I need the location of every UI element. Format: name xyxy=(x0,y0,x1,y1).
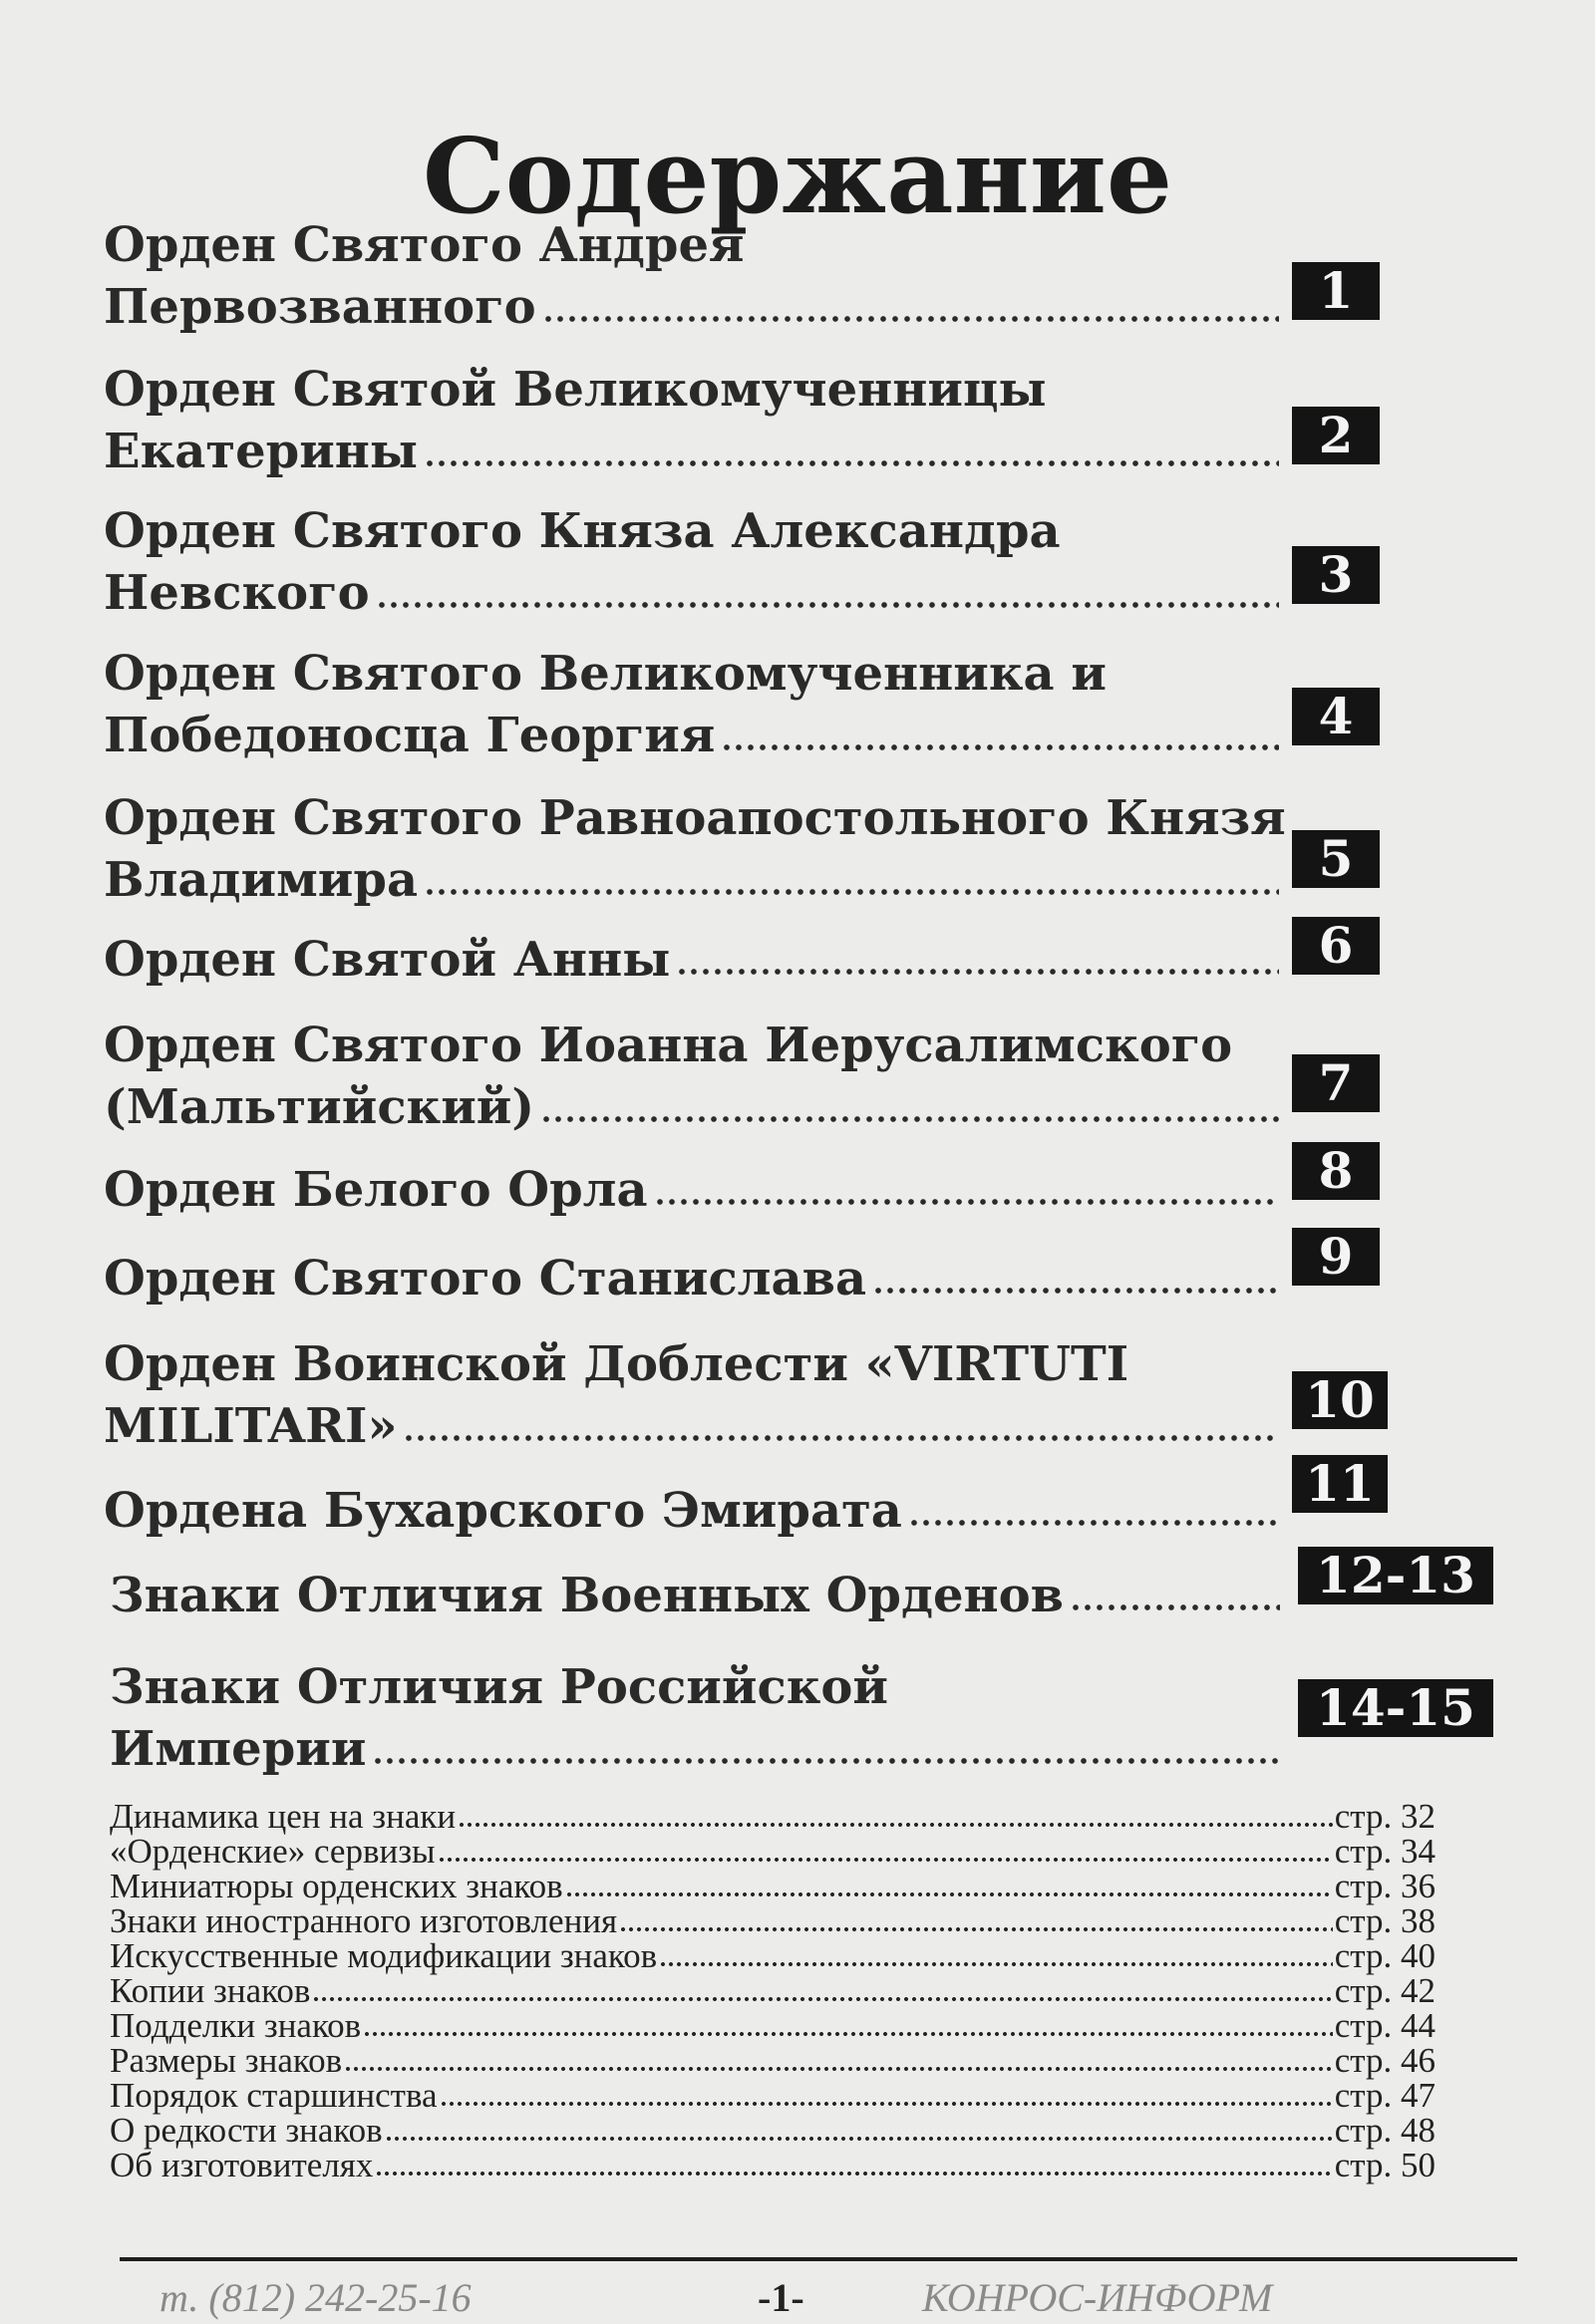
dot-leader xyxy=(440,2101,1333,2107)
dot-leader xyxy=(372,1757,1280,1765)
page-number-badge: 4 xyxy=(1292,688,1380,745)
subentry-page: стр. 42 xyxy=(1334,1971,1436,2010)
subentry-page: стр. 36 xyxy=(1334,1867,1436,1905)
toc-subentry[interactable] xyxy=(110,1903,1436,1939)
dot-leader xyxy=(312,1996,1332,2002)
dot-leader xyxy=(872,1287,1279,1295)
page-number-badge: 1 xyxy=(1292,262,1380,320)
page-number-badge: 7 xyxy=(1292,1054,1380,1112)
toc-entry[interactable] xyxy=(104,359,1380,482)
toc-entry[interactable] xyxy=(104,787,1380,911)
subentry-page: стр. 44 xyxy=(1334,2006,1436,2045)
toc-subentry[interactable] xyxy=(110,1938,1436,1974)
entry-title-line: Орден Святой Великомученницы xyxy=(104,362,1047,418)
dot-leader xyxy=(438,1857,1333,1863)
dot-leader xyxy=(403,1434,1279,1442)
toc-subentry[interactable] xyxy=(110,2008,1436,2044)
dot-leader xyxy=(344,2066,1333,2072)
entry-title-line: Империи xyxy=(110,1721,367,1777)
toc-subentry[interactable] xyxy=(110,1834,1436,1870)
entry-title-line: Екатерины xyxy=(104,424,419,479)
subentry-label: «Орденские» сервизы xyxy=(110,1832,436,1871)
dot-leader xyxy=(458,1822,1333,1828)
toc-entry[interactable] xyxy=(104,929,1380,991)
entry-title-line: Орден Святого Равноапостольного Князя xyxy=(104,790,1286,846)
subentry-page: стр. 32 xyxy=(1334,1797,1436,1836)
toc-subentry[interactable] xyxy=(110,2043,1436,2079)
dot-leader xyxy=(659,1961,1333,1967)
dot-leader xyxy=(721,743,1279,751)
dot-leader xyxy=(676,968,1279,976)
subentry-page: стр. 47 xyxy=(1334,2076,1436,2115)
entry-title-line: Орден Святого Станислава xyxy=(104,1251,867,1307)
toc-subentry[interactable] xyxy=(110,1799,1436,1835)
subentry-label: Динамика цен на знаки xyxy=(110,1797,457,1836)
subentry-page: стр. 40 xyxy=(1334,1936,1436,1975)
toc-entry[interactable] xyxy=(104,1248,1380,1309)
toc-entry[interactable] xyxy=(104,1333,1380,1457)
toc-entry[interactable] xyxy=(104,1159,1380,1221)
entry-title-line: Знаки Отличия Военных Орденов xyxy=(110,1568,1064,1623)
subentry-label: О редкости знаков xyxy=(110,2111,383,2150)
dot-leader xyxy=(424,459,1279,467)
page-number-badge: 2 xyxy=(1292,407,1380,464)
page-number-badge: 6 xyxy=(1292,917,1380,975)
page-title: Содержание xyxy=(422,115,1173,237)
entry-title-line: Орден Белого Орла xyxy=(104,1162,648,1218)
subentry-label: Копии знаков xyxy=(110,1971,311,2010)
dot-leader xyxy=(385,2136,1333,2142)
footer-rule xyxy=(120,2257,1517,2261)
subentry-page: стр. 48 xyxy=(1334,2111,1436,2150)
subentry-label: Порядок старшинства xyxy=(110,2076,438,2115)
toc-entry[interactable] xyxy=(110,1656,1386,1780)
entry-title-line: Орден Святого Княза Александра xyxy=(104,503,1061,559)
toc-entry[interactable] xyxy=(104,500,1380,624)
page-number-badge: 5 xyxy=(1292,830,1380,888)
entry-title-line: (Мальтийский) xyxy=(104,1079,535,1135)
toc-entry[interactable] xyxy=(104,1480,1380,1542)
subentry-label: Миниатюры орденских знаков xyxy=(110,1867,563,1905)
entry-title-line: Орден Святого Андрея xyxy=(104,217,745,273)
footer-publisher: КОНРОС-ИНФОРМ xyxy=(922,2275,1273,2320)
subentry-label: Размеры знаков xyxy=(110,2041,343,2080)
page-number-badge: 9 xyxy=(1292,1228,1380,1286)
page-number-badge: 10 xyxy=(1292,1371,1388,1429)
subentry-label: Подделки знаков xyxy=(110,2006,362,2045)
entry-title-line: Ордена Бухарского Эмирата xyxy=(104,1483,902,1539)
page-number-badge: 11 xyxy=(1292,1455,1388,1513)
toc-entry[interactable] xyxy=(104,643,1380,766)
footer-page-number: -1- xyxy=(758,2275,804,2320)
dot-leader xyxy=(908,1519,1279,1527)
dot-leader xyxy=(424,888,1279,896)
toc-entry[interactable] xyxy=(110,1565,1386,1626)
dot-leader xyxy=(542,315,1279,323)
toc-entry[interactable] xyxy=(104,1015,1380,1138)
subentry-page: стр. 50 xyxy=(1334,2146,1436,2184)
entry-title-line: Орден Святого Великомученника и xyxy=(104,646,1107,702)
subentry-label: Знаки иностранного изготовления xyxy=(110,1901,618,1940)
page-number-badge: 14-15 xyxy=(1298,1679,1493,1737)
dot-leader xyxy=(619,1926,1333,1932)
footer-phone: т. (812) 242-25-16 xyxy=(160,2275,472,2320)
entry-title-line: MILITARI» xyxy=(104,1398,398,1454)
subentry-label: Об изготовителях xyxy=(110,2146,374,2184)
toc-subentry[interactable] xyxy=(110,1869,1436,1904)
dot-leader xyxy=(565,1891,1333,1897)
page-number-badge: 12-13 xyxy=(1298,1547,1493,1604)
toc-entry[interactable] xyxy=(104,214,1380,338)
subentry-page: стр. 38 xyxy=(1334,1901,1436,1940)
toc-subentry[interactable] xyxy=(110,2148,1436,2183)
toc-subentry[interactable] xyxy=(110,2078,1436,2114)
entry-title-line: Орден Воинской Доблести «VIRTUTI xyxy=(104,1336,1129,1392)
subentry-page: стр. 46 xyxy=(1334,2041,1436,2080)
dot-leader xyxy=(1070,1603,1280,1611)
dot-leader xyxy=(540,1115,1279,1123)
page-number-badge: 8 xyxy=(1292,1142,1380,1200)
dot-leader xyxy=(363,2031,1333,2037)
page-number-badge: 3 xyxy=(1292,546,1380,604)
subentry-label: Искусственные модификации знаков xyxy=(110,1936,658,1975)
subentry-page: стр. 34 xyxy=(1334,1832,1436,1871)
entry-title-line: Орден Святой Анны xyxy=(104,932,671,988)
entry-title-line: Первозванного xyxy=(104,279,536,335)
toc-subentry[interactable] xyxy=(110,2113,1436,2149)
entry-title-line: Орден Святого Иоанна Иерусалимского xyxy=(104,1017,1233,1073)
dot-leader xyxy=(654,1198,1279,1206)
dot-leader xyxy=(376,601,1279,609)
entry-title-line: Знаки Отличия Российской xyxy=(110,1659,889,1715)
entry-title-line: Невского xyxy=(104,565,370,621)
dot-leader xyxy=(375,2171,1332,2177)
toc-subentry[interactable] xyxy=(110,1973,1436,2009)
entry-title-line: Победоносца Георгия xyxy=(104,708,716,763)
entry-title-line: Владимира xyxy=(104,852,419,908)
